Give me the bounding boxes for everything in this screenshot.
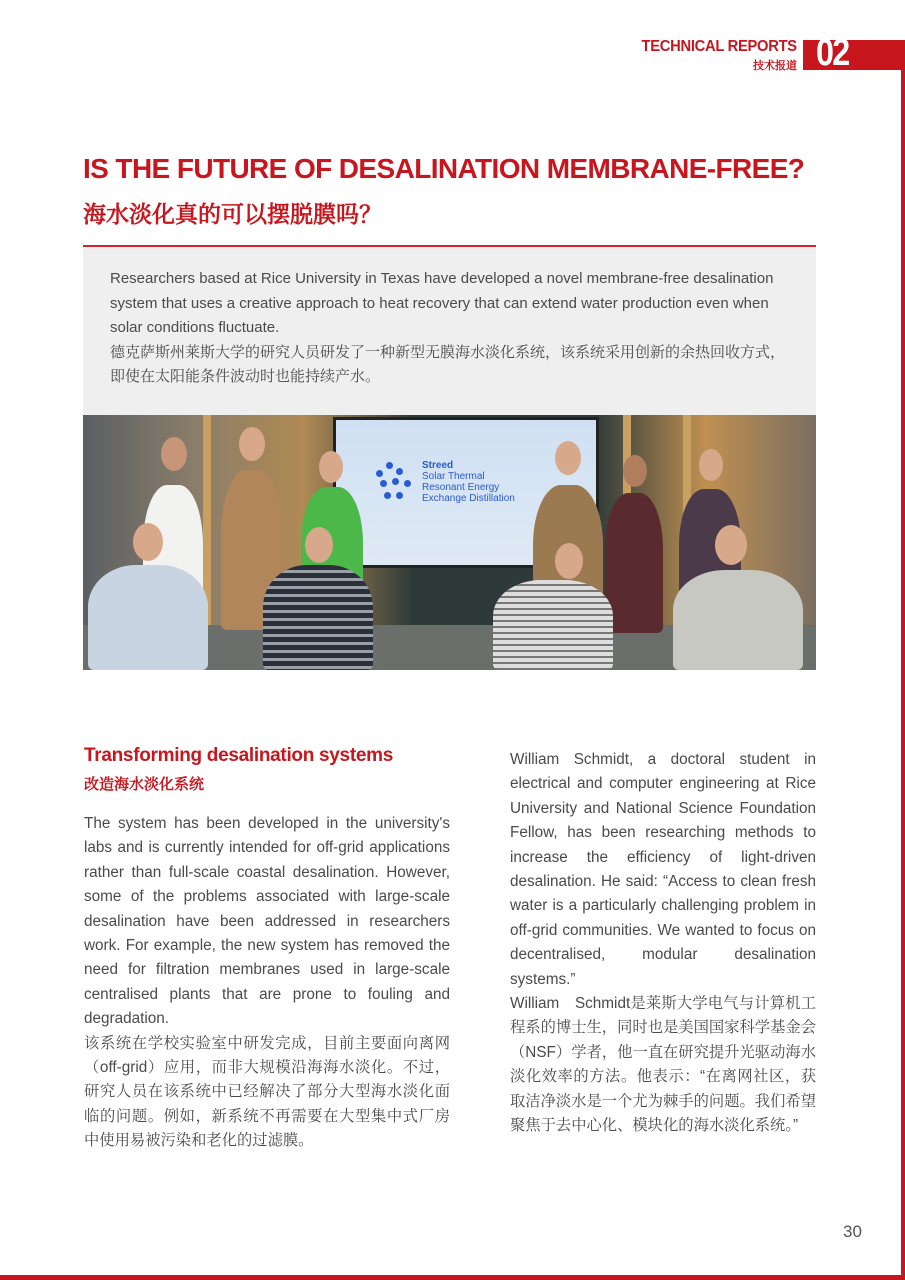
page-number: 30 <box>843 1222 862 1241</box>
body-paragraph-en: William Schmidt, a doctoral student in electrical and computer engineering at Rice University and National Science Foundation Fellow, has been researching methods to increase the efficiency of light-driven desalination. He said: “Access to clean fresh water is a particularly challenging problem in off-grid communities. We wanted to focus on decentralised, modular desalination systems.” <box>510 751 816 988</box>
body-paragraph-cn: 该系统在学校实验室中研发完成，目前主要面向离网（off-grid）应用，而非大规模沿海海水淡化。不过，研究人员在该系统中已经解决了部分大型海水淡化面临的问题。例如，新系统不再需要在大型集中式厂房中使用易被污染和老化的过滤膜。 <box>84 1034 450 1150</box>
section-label-cn: 技术报道 <box>753 60 797 72</box>
intro-text <box>110 267 790 390</box>
section-label-en: TECHNICAL REPORTS <box>641 38 797 55</box>
screen-line: Resonant Energy <box>422 482 500 493</box>
intro-en: Researchers based at Rice University in Texas have developed a novel membrane-free desalination system that uses a creative approach to heat recovery that can extend water production even when solar conditions fluctuate. <box>110 270 774 336</box>
article-title-cn: 海水淡化真的可以摆脱膜吗？ <box>83 201 382 227</box>
person <box>263 565 373 670</box>
page-border-bottom <box>0 1275 905 1280</box>
person <box>673 570 803 670</box>
streed-logo-icon <box>376 462 412 504</box>
team-photo <box>83 415 816 670</box>
screen-line: Solar Thermal <box>422 471 485 482</box>
screen-text <box>422 460 515 504</box>
right-column <box>510 748 816 1139</box>
person <box>88 565 208 670</box>
body-paragraph-cn: William Schmidt是莱斯大学电气与计算机工程系的博士生，同时也是美国国家科学基金会（NSF）学者，他一直在研究提升光驱动海水淡化效率的方法。他表示：“在离网社区，获取洁净淡水是一个尤为棘手的问题。我们希望聚焦于去中心化、模块化的海水淡化系统。” <box>510 995 816 1135</box>
article-title-en: IS THE FUTURE OF DESALINATION MEMBRANE-FREE? <box>83 153 805 184</box>
section-heading-cn: 改造海水淡化系统 <box>84 776 205 793</box>
body-paragraph-en: The system has been developed in the university's labs and is currently intended for off-grid applications rather than full-scale coastal desalination. However, some of the problems associated with large-scale desalination have been addressed in researchers work. For example, the new system has removed the need for filtration membranes used in large-scale centralised plants that are prone to fouling and degradation. <box>84 815 450 1028</box>
screen-title: Streed <box>422 460 454 471</box>
intro-box <box>83 247 816 415</box>
section-number: 02 <box>816 32 849 74</box>
intro-cn: 德克萨斯州莱斯大学的研究人员研发了一种新型无膜海水淡化系统，该系统采用创新的余热回收方式，即使在太阳能条件波动时也能持续产水。 <box>110 343 786 385</box>
person <box>605 493 663 633</box>
person <box>493 580 613 670</box>
left-column <box>84 812 450 1154</box>
page-border-right <box>901 40 905 1280</box>
section-heading-en: Transforming desalination systems <box>84 745 393 766</box>
screen-line: Exchange Distillation <box>422 493 515 504</box>
